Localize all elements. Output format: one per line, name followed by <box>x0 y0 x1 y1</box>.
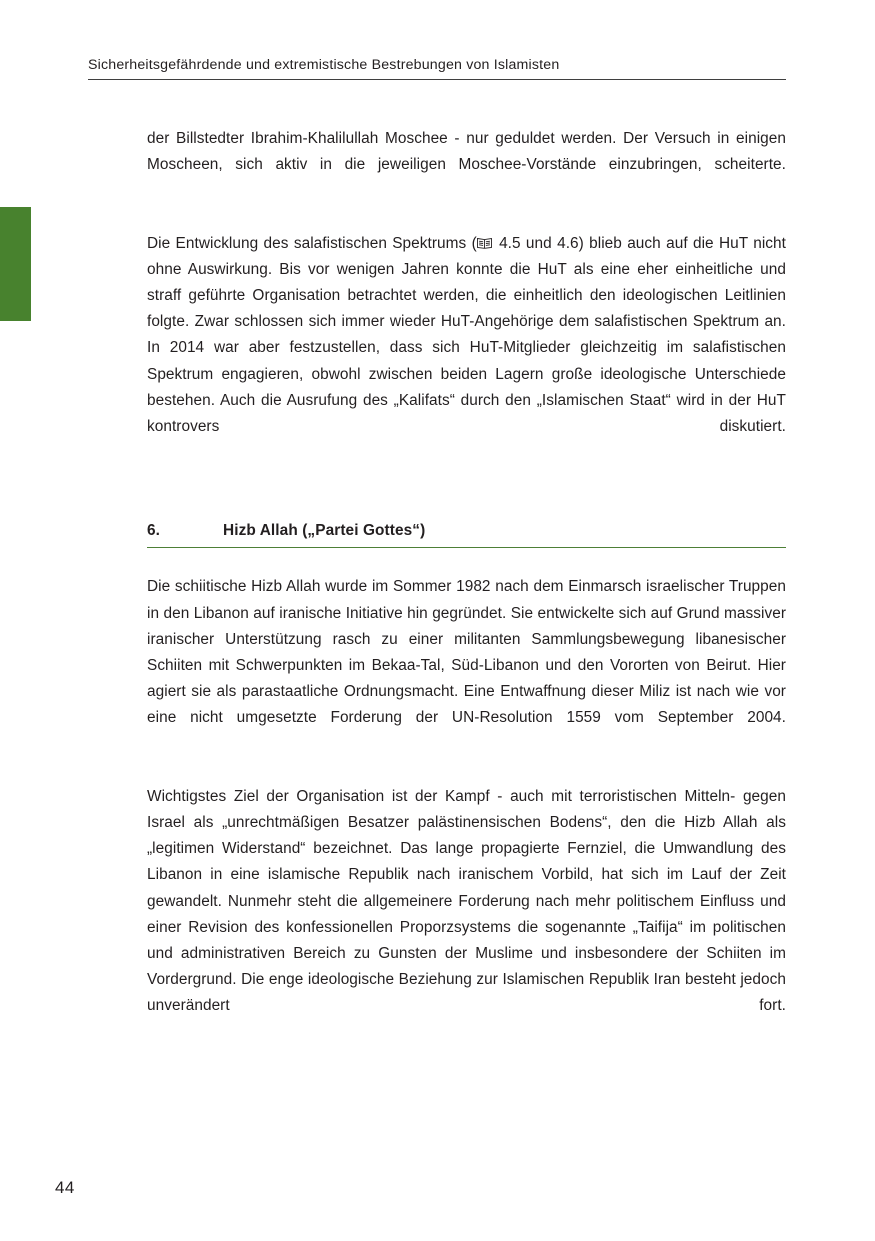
page-number: 44 <box>55 1178 75 1197</box>
paragraph-hizb-gruendung: Die schiitische Hizb Allah wurde im Sommer 1982 nach dem Einmarsch israelischer Truppen in den Libanon auf iranische Initiative hin gegründet. Sie entwickelte sich auf Grund massiver iranischer Unterstützung rasch zu einer militanten Sammlungsbewegung libanesischer Schiiten mit Schwerpunkten im Bekaa-Tal, Süd-Libanon und den Vororten von Beirut. Hier agiert sie als parastaatliche Ordnungsmacht. Eine Entwaffnung dieser Miliz ist nach wie vor eine nicht umgesetzte Forderung der UN-Resolution 1559 vom September 2004. <box>147 578 786 727</box>
paragraph-hut-entwicklung <box>147 231 786 467</box>
paragraph-moschee: der Billstedter Ibrahim-Khalilullah Moschee - nur geduldet werden. Der Versuch in einigen Moscheen, sich aktiv in die jeweiligen Moschee-Vorstände einzubringen, scheiterte. <box>147 130 786 174</box>
section-title: Hizb Allah („Partei Gottes“) <box>223 522 426 540</box>
section-heading <box>147 522 786 548</box>
chapter-colour-tab <box>0 207 31 321</box>
after-heading-spacer <box>147 548 786 574</box>
paragraph-hut-text-after-icon: 4.5 und 4.6) blieb auch auf die HuT nicht ohne Auswirkung. Bis vor wenigen Jahren konnte die HuT als eine eher einheitliche und straff geführte Organisation betrachtet werden, die einheitlich den ideologischen Leitlinien folgte. Zwar schlossen sich immer wieder HuT-Angehörige dem salafistischen Spektrum an. In 2014 war aber festzustellen, dass sich HuT-Mitglieder gleichzeitig im salafistischen Spektrum engagieren, obwohl zwischen beiden Lagern große ideologische Unterschiede bestehen. Auch die Ausrufung des „Kalifats“ durch den „Islamischen Staat“ wird in der HuT kontrovers diskutiert. <box>147 234 786 436</box>
section-number: 6. <box>147 522 161 540</box>
paragraph-hut-text-before-icon: Die Entwicklung des salafistischen Spektrums ( <box>147 234 477 252</box>
open-book-icon <box>477 237 492 249</box>
heading-spacer <box>147 492 786 522</box>
running-head-rule <box>88 79 786 80</box>
running-head-text: Sicherheitsgefährdende und extremistische Bestrebungen von Islamisten <box>88 57 560 73</box>
text-column <box>147 126 786 1046</box>
running-head <box>88 55 786 80</box>
paragraph-hizb-ziel: Wichtigstes Ziel der Organisation ist der Kampf - auch mit terroristischen Mitteln- gegen Israel als „unrechtmäßigen Besatzer palästinensischen Bodens“, den die Hizb Allah als „legitimen Widerstand“ bezeichnet. Das lange propagierte Fernziel, die Umwandlung des Libanon in eine islamische Republik nach iranischem Vorbild, hat sich im Lauf der Zeit gewandelt. Nunmehr steht die allgemeinere Forderung nach mehr politischem Einfluss und einer Revision des konfessionellen Proporzsystems die sogenannte „Taifija“ im politischen und administrativen Bereich zu Gunsten der Muslime und insbesondere der Schiiten im Vordergrund. Die enge ideologische Beziehung zur Islamischen Republik Iran besteht jedoch unverändert fort. <box>147 787 786 1015</box>
